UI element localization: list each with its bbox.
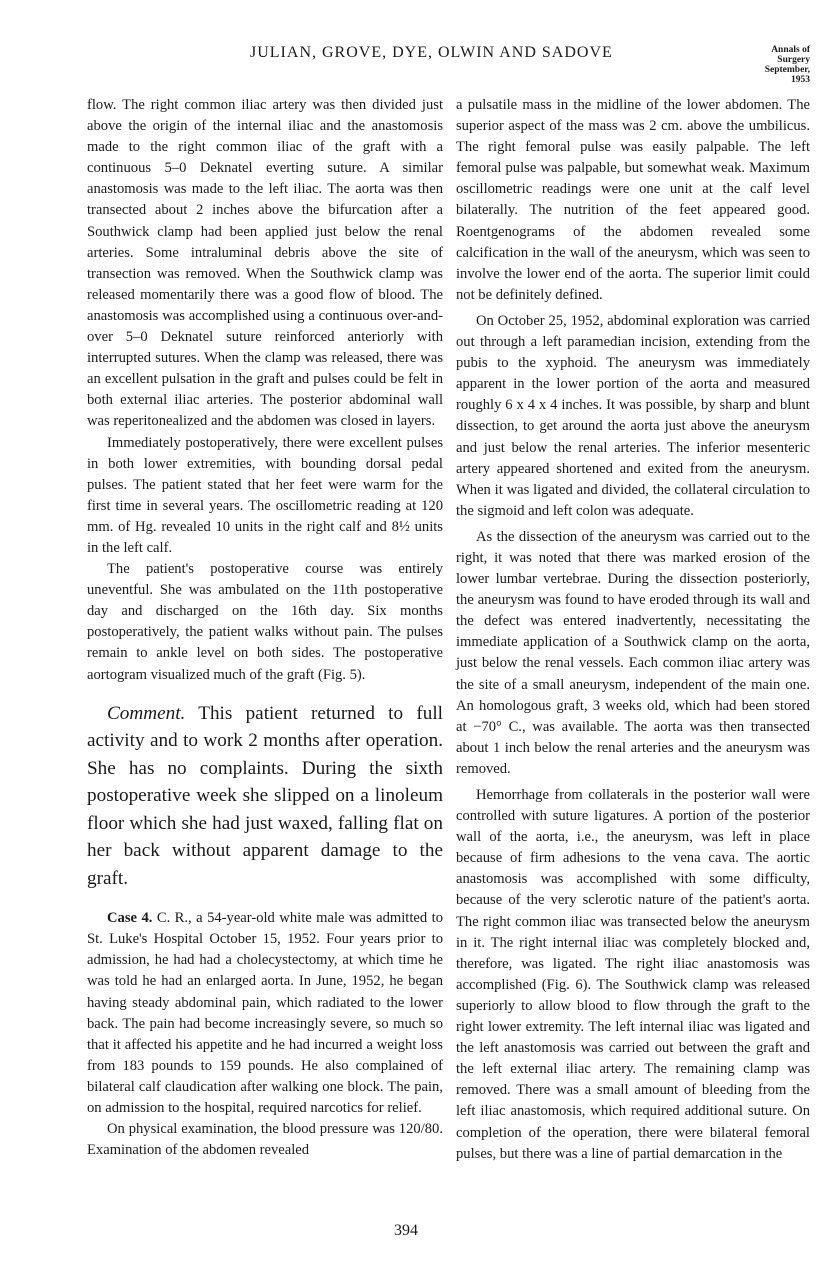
left-column xyxy=(87,95,443,1161)
journal-citation xyxy=(745,45,810,85)
comment-paragraph xyxy=(87,700,443,893)
comment-text: This patient returned to full activity and to work 2 months after operation. She has no complaints. During the sixth postoperative week she slipped on a linoleum floor which she had just waxed, falling flat on her back without apparent damage to the graft. xyxy=(87,702,443,889)
paragraph: As the dissection of the aneurysm was carried out to the right, it was noted that there was marked erosion of the lower lumbar vertebrae. During the dissection posteriorly, the aneurysm was found to have eroded through its wall and the defect was entered inadvertently, necessitating the immediate application of a Southwick clamp on the aorta, just below the renal vessels. Each common iliac artery was the site of a small aneurysm, independent of the main one. An homologous graft, 3 weeks old, which had been stored at −70° C., was available. The aorta was then transected about 1 inch below the renal arteries and the aneurysm was removed. xyxy=(456,528,810,777)
case-lead: Case 4. xyxy=(107,910,153,927)
case-paragraph xyxy=(87,908,443,1119)
paragraph: flow. The right common iliac artery was then divided just above the origin of the internal iliac and the anastomosis made to the right common iliac of the graft with a continuous 5–0 Deknatel everting suture. A similar anastomosis was made to the left iliac. The aorta was then transected about 2 inches above the bifurcation after a Southwick clamp had been applied just below the renal arteries. Some intraluminal debris above the site of transection was removed. When the Southwick clamp was released momentarily there was a good flow of blood. The anastomosis was accomplished using a continuous over-and-over 5–0 Deknatel suture reinforced anteriorly with interrupted sutures. When the clamp was released, there was an excellent pulsation in the graft and pulses could be felt in both external iliac arteries. The posterior abdominal wall was reperitonealized and the abdomen was closed in layers. xyxy=(87,97,443,430)
right-column xyxy=(456,95,810,1165)
paragraph: On October 25, 1952, abdominal exploration was carried out through a left paramedian incision, extending from the pubis to the xyphoid. The aneurysm was immediately apparent in the lower portion of the aorta and measured roughly 6 x 4 x 4 inches. It was possible, by sharp and blunt dissection, to get around the aorta just above the aneurysm and just below the renal arteries. The inferior mesenteric artery appeared shortened and exited from the aneurysm. When it was ligated and divided, the collateral circulation to the sigmoid and left colon was adequate. xyxy=(456,312,810,519)
journal-name: Annals of Surgery xyxy=(771,45,810,65)
paragraph: The patient's postoperative course was entirely uneventful. She was ambulated on the 11th postoperative day and discharged on the 16th day. Six months postoperatively, the patient walks without pain. The pulses remain to ankle level on both sides. The postoperative aortogram visualized much of the graft (Fig. 5). xyxy=(87,561,443,683)
page-number: 394 xyxy=(394,1222,418,1239)
case-text: C. R., a 54-year-old white male was admitted to St. Luke's Hospital October 15, 1952. Four years prior to admission, he had had a cholecystectomy, at which time he was told he had an enlarged aorta. In June, 1952, he began having steady abdominal pain, which radiated to the lower back. The pain had become increasingly severe, so much so that it affected his appetite and he had incurred a weight loss from 183 pounds to 159 pounds. He also complained of bilateral calf claudication after walking one block. The pain, on admission to the hospital, required narcotics for relief. xyxy=(87,910,443,1116)
paragraph: On physical examination, the blood pressure was 120/80. Examination of the abdomen revealed xyxy=(87,1121,443,1159)
comment-lead: Comment. xyxy=(107,702,186,724)
page-header xyxy=(0,0,816,100)
running-head: JULIAN, GROVE, DYE, OLWIN AND SADOVE xyxy=(250,44,613,61)
journal-date: September, 1953 xyxy=(764,65,810,85)
paragraph: Immediately postoperatively, there were excellent pulses in both lower extremities, with bounding dorsal pedal pulses. The patient stated that her feet were warm for the first time in several years. The oscillometric reading at 120 mm. of Hg. revealed 10 units in the right calf and 8½ units in the left calf. xyxy=(87,434,443,556)
paragraph: a pulsatile mass in the midline of the lower abdomen. The superior aspect of the mass was 2 cm. above the umbilicus. The right femoral pulse was easily palpable. The left femoral pulse was palpable, but somewhat weak. Maximum oscillometric readings were one unit at the calf level bilaterally. The nutrition of the feet appeared good. Roentgenograms of the abdomen revealed some calcification in the wall of the aneurysm, which was seen to involve the lower end of the aorta. The superior limit could not be definitely defined. xyxy=(456,97,810,303)
paragraph: Hemorrhage from collaterals in the posterior wall were controlled with suture ligatures. A portion of the posterior wall of the aorta, i.e., the aneurysm, was left in place because of firm adhesions to the vena cava. The aortic anastomosis was accomplished with some difficulty, because of the very sclerotic nature of the patient's aorta. The right common iliac was transected below the aneurysm in it. The right internal iliac was completely blocked and, therefore, was ligated. The right iliac anastomosis was accomplished (Fig. 6). The Southwick clamp was released superiorly to allow blood to flow through the graft to the right lower extremity. The left internal iliac was ligated and the left anastomosis was carried out between the graft and the left external iliac artery. The remaining clamp was removed. There was a small amount of bleeding from the left iliac anastomosis, which required additional suture. On completion of the operation, there were bilateral femoral pulses, but there was a line of partial demarcation in the xyxy=(456,787,810,1162)
